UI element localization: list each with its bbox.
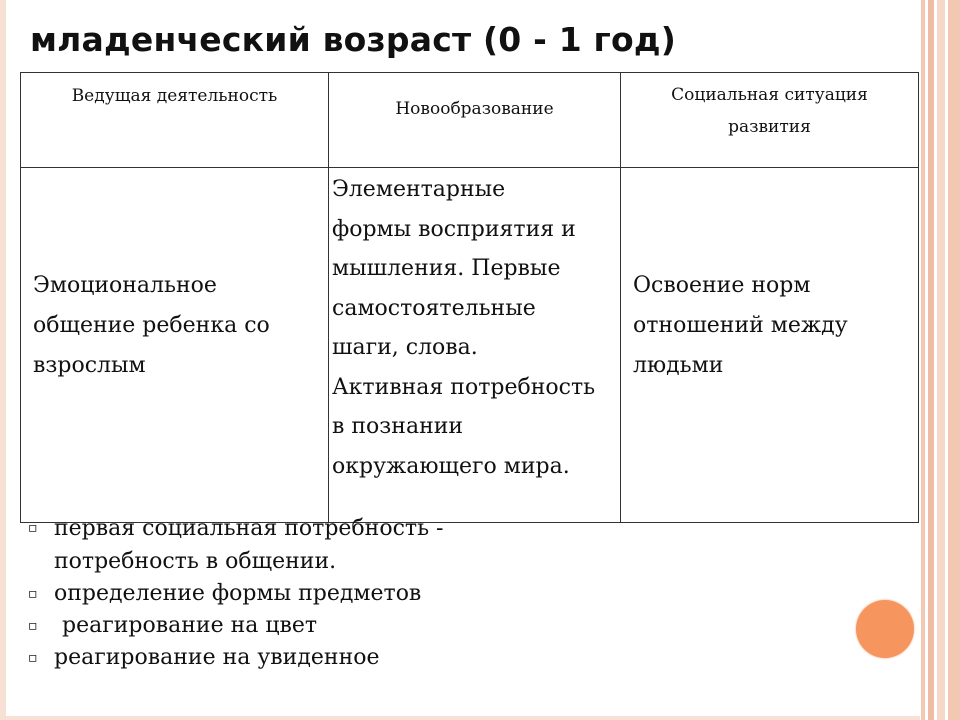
list-item xyxy=(28,578,848,610)
cell-line: общение ребенка со xyxy=(33,313,270,338)
decor-circle xyxy=(856,600,914,658)
cell-line: Активная потребность xyxy=(332,374,596,400)
list-item-text: определение формы предметов xyxy=(54,581,422,606)
cell-line: Освоение норм xyxy=(633,273,811,298)
cell-neoformation xyxy=(329,168,621,523)
frame-left-border xyxy=(0,0,6,720)
decor-stripe xyxy=(948,0,960,720)
list-item xyxy=(28,512,848,578)
header-leading-activity: Ведущая деятельность xyxy=(21,73,329,168)
cell-line: отношений между xyxy=(633,313,848,338)
cell-line: самостоятельные xyxy=(332,295,536,321)
cell-line: взрослым xyxy=(33,353,146,378)
cell-line: Элементарные xyxy=(332,177,506,202)
cell-line: людьми xyxy=(633,353,724,378)
bullet-list xyxy=(28,512,848,674)
header-neoformation: Новообразование xyxy=(329,73,621,168)
cell-line: в познании xyxy=(332,414,464,439)
cell-leading-activity xyxy=(21,168,329,523)
list-item-text: реагирование на увиденное xyxy=(54,645,380,670)
decor-stripe xyxy=(921,0,925,720)
bullet-square-icon: ▫ xyxy=(28,586,38,602)
list-item-text: первая социальная потребность - потребность в общении. xyxy=(54,516,444,574)
frame-bottom-border xyxy=(0,716,920,720)
list-item xyxy=(28,610,848,642)
cell-line: мышления. Первые xyxy=(332,256,561,281)
slide-title: младенческий возраст (0 - 1 год) xyxy=(30,20,676,59)
decor-stripe xyxy=(928,0,934,720)
decor-stripe xyxy=(937,0,945,720)
bullet-square-icon: ▫ xyxy=(28,520,38,536)
table-row xyxy=(21,168,919,523)
cell-social-situation xyxy=(621,168,919,523)
cell-line: шаги, слова. xyxy=(332,335,478,360)
cell-line: формы восприятия и xyxy=(332,216,576,242)
list-item xyxy=(28,642,848,674)
cell-line: окружающего мира. xyxy=(332,453,570,479)
cell-line: Эмоциональное xyxy=(33,273,217,298)
bullet-square-icon: ▫ xyxy=(28,650,38,666)
age-table xyxy=(20,72,919,523)
header-social-situation: Социальная ситуация развития xyxy=(621,73,919,168)
bullet-square-icon: ▫ xyxy=(28,618,38,634)
table-header-row xyxy=(21,73,919,168)
list-item-text: реагирование на цвет xyxy=(62,613,318,638)
